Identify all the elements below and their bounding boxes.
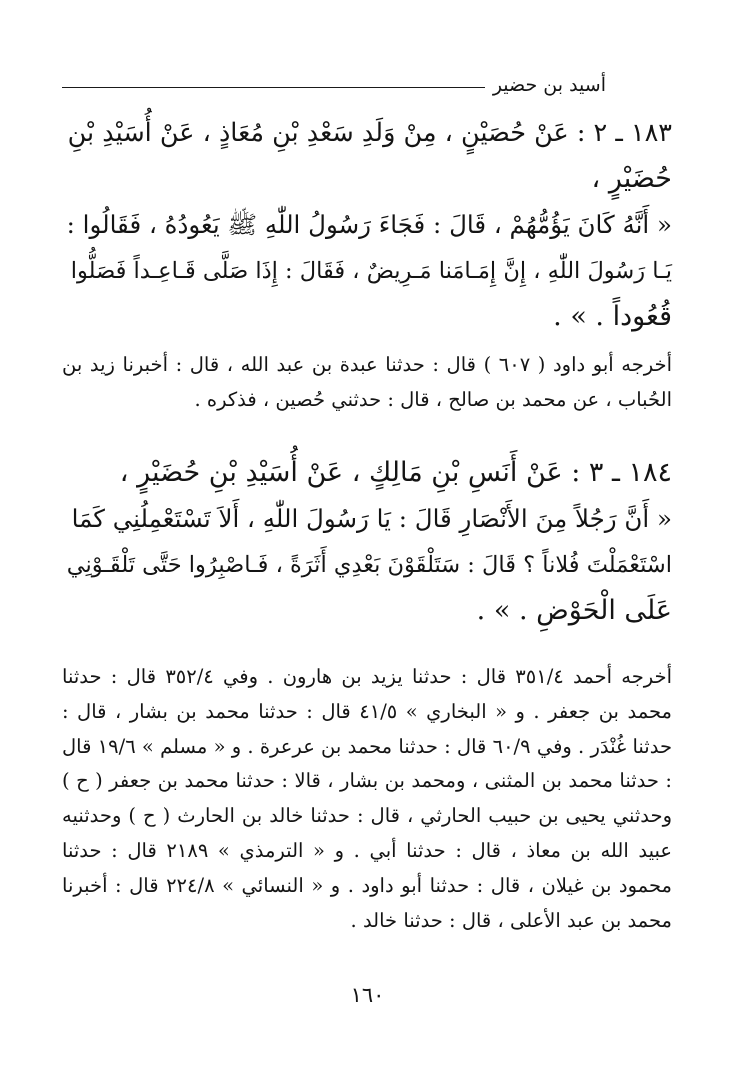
- hadith-183-line-3: « أَنَّهُ كَانَ يَؤُمُّهُمْ ، قَالَ : فَجَاءَ رَسُولُ اللّٰهِ ﷺ يَعُودُهُ ، فَقَالُوا :: [66, 210, 672, 239]
- hadith-183-line-5: قُعُوداً . » .: [553, 301, 672, 332]
- hadith-183-line-1: ١٨٣ ـ ٢ : عَنْ حُصَيْنٍ ، مِنْ وَلَدِ سَعْدِ بْنِ مُعَاذٍ ، عَنْ أُسَيْدِ بْنِ: [67, 118, 672, 148]
- hadith-184: [62, 450, 672, 634]
- running-header-title: أسيد بن حضير: [492, 74, 606, 96]
- hadith-184-line-3: اسْتَعْمَلْتَ فُلاناً ؟ قَالَ : سَتَلْقَوْنَ بَعْدِي أَثَرَةً ، فَـاصْبِرُوا حَتَّى تَلْقَـوْنِي: [66, 552, 672, 578]
- hadith-184-line-4: عَلَى الْحَوْضِ . » .: [476, 595, 672, 626]
- source-183: أخرجه أبو داود ( ٦٠٧ ) قال : حدثنا عبدة بن عبد الله ، قال : أخبرنا زيد بن الحُباب ، عن محمد بن صالح ، قال : حدثني حُصين ، فذكره .: [62, 353, 673, 411]
- hadith-184-line-1: ١٨٤ ـ ٣ : عَنْ أَنَسِ بْنِ مَالِكٍ ، عَنْ أُسَيْدِ بْنِ حُضَيْرٍ ،: [119, 457, 672, 488]
- running-header: [62, 74, 606, 96]
- hadith-183-line-4: يَـا رَسُولَ اللّٰهِ ، إِنَّ إِمَـامَنا مَـرِيضٌ ، فَقَالَ : إِذَا صَلَّى قَـاعِـداً فَصَلُّوا: [70, 258, 672, 284]
- source-184: أخرجه أحمد ٣٥١/٤ قال : حدثنا يزيد بن هارون . وفي ٣٥٢/٤ قال : حدثنا محمد بن جعفر . و « البخاري » ٤١/٥ قال : حدثنا محمد بن بشار ، قال : حدثنا غُنْدَر . وفي ٦٠/٩ قال : حدثنا محمد بن عرعرة . و « مسلم » ١٩/٦ قال : حدثنا محمد بن المثنى ، ومحمد بن بشار ، قالا : حدثنا محمد بن جعفر ( ح ) وحدثني يحيى بن حبيب الحارثي ، قال : حدثنا خالد بن الحارث ( ح ) وحدثنيه عبيد الله بن معاذ ، قال : حدثنا أبي . و « الترمذي » ٢١٨٩ قال : حدثنا محمود بن غيلان ، قال : حدثنا أبو داود . و « النسائي » ٢٢٤/٨ قال : أخبرنا محمد بن عبد الأعلى ، قال : حدثنا خالد .: [62, 665, 672, 932]
- hadith-183: [62, 110, 672, 340]
- hadith-184-line-2: « أَنَّ رَجُلاً مِنَ الأَنْصَارِ قَالَ : يَا رَسُولَ اللّٰهِ ، أَلاَ تَسْتَعْمِلُنِي كَمَا: [71, 504, 672, 533]
- hadith-183-line-2: حُضَيْرٍ ،: [591, 163, 672, 194]
- header-rule: [62, 87, 485, 88]
- page-number: ١٦٠: [350, 983, 385, 1007]
